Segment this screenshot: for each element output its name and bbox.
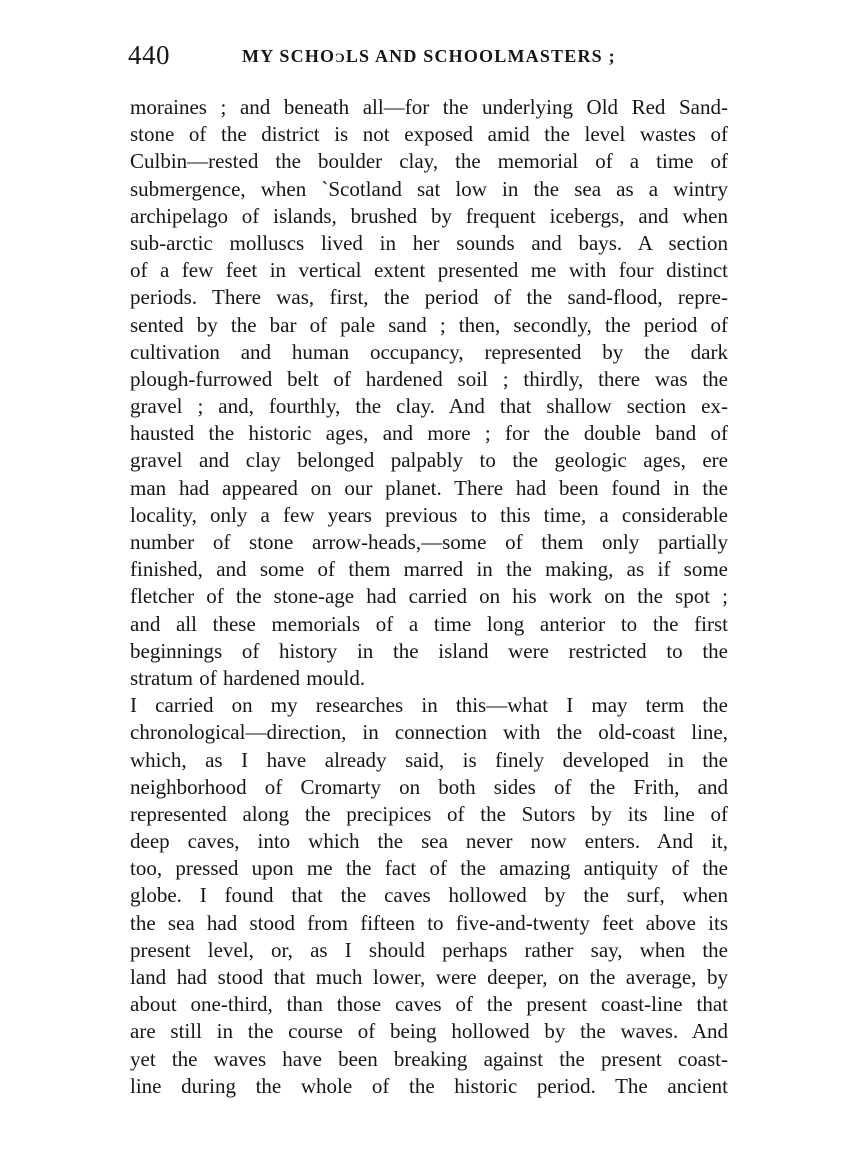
text-line: submergence, when `Scotland sat low in the sea as a wintry — [130, 176, 728, 201]
text-line: line during the whole of the historic period. The ancient — [130, 1073, 728, 1098]
text-line: plough-furrowed belt of hardened soil ; thirdly, there was the — [130, 366, 728, 391]
text-line: stone of the district is not exposed amid the level wastes of — [130, 122, 728, 147]
text-line: which, as I have already said, is finely developed in the — [130, 747, 728, 772]
text-line: chronological—direction, in connection with the old-coast line, — [130, 720, 728, 745]
text-line: are still in the course of being hollowed by the waves. And — [130, 1019, 728, 1044]
text-line: archipelago of islands, brushed by frequent icebergs, and when — [130, 203, 728, 228]
text-line: beginnings of history in the island were restricted to the — [130, 638, 728, 663]
text-line: too, pressed upon me the fact of the amazing antiquity of the — [130, 856, 728, 881]
text-line: Culbin—rested the boulder clay, the memorial of a time of — [130, 149, 728, 174]
page-header — [128, 38, 728, 72]
text-line: deep caves, into which the sea never now enters. And it, — [130, 829, 728, 854]
text-line: globe. I found that the caves hollowed by the surf, when — [130, 883, 728, 908]
text-line: represented along the precipices of the Sutors by its line of — [130, 801, 728, 826]
text-line: gravel and clay belonged palpably to the geologic ages, ere — [130, 448, 728, 473]
text-line: locality, only a few years previous to this time, a considerable — [130, 502, 728, 527]
body-text — [130, 94, 728, 1100]
text-line: hausted the historic ages, and more ; for the double band of — [130, 421, 728, 446]
text-line: number of stone arrow-heads,—some of them only partially — [130, 530, 728, 554]
text-line: man had appeared on our planet. There had been found in the — [130, 475, 728, 500]
text-line: sented by the bar of pale sand ; then, secondly, the period of — [130, 312, 728, 337]
running-head: MY SCHOɔLS AND SCHOOLMASTERS ; — [242, 46, 616, 66]
text-line: neighborhood of Cromarty on both sides of the Frith, and — [130, 774, 728, 799]
text-line: periods. There was, first, the period of the sand-flood, repre- — [130, 285, 728, 310]
text-line: and all these memorials of a time long anterior to the first — [130, 611, 728, 636]
text-line: yet the waves have been breaking against the present coast- — [130, 1046, 728, 1071]
paragraph-start-line: I carried on my researches in this—what I may term the — [130, 693, 728, 718]
text-line: of a few feet in vertical extent presented me with four distinct — [130, 258, 728, 283]
paragraph-end-line: stratum of hardened mould. — [130, 665, 366, 690]
text-line: fletcher of the stone-age had carried on his work on the spot ; — [130, 584, 728, 609]
text-line: finished, and some of them marred in the making, as if some — [130, 557, 728, 582]
text-line: land had stood that much lower, were deeper, on the average, by — [130, 965, 728, 989]
text-line: cultivation and human occupancy, represented by the dark — [130, 339, 728, 364]
text-line: sub-arctic molluscs lived in her sounds and bays. A section — [130, 230, 728, 255]
text-line: moraines ; and beneath all—for the underlying Old Red Sand- — [130, 95, 728, 119]
text-line: the sea had stood from fifteen to five-and-twenty feet above its — [130, 910, 728, 935]
text-line: about one-third, than those caves of the present coast-line that — [130, 992, 728, 1017]
text-line: present level, or, as I should perhaps rather say, when the — [130, 937, 728, 962]
page-number: 440 — [128, 40, 170, 70]
text-line: gravel ; and, fourthly, the clay. And that shallow section ex- — [130, 394, 728, 419]
